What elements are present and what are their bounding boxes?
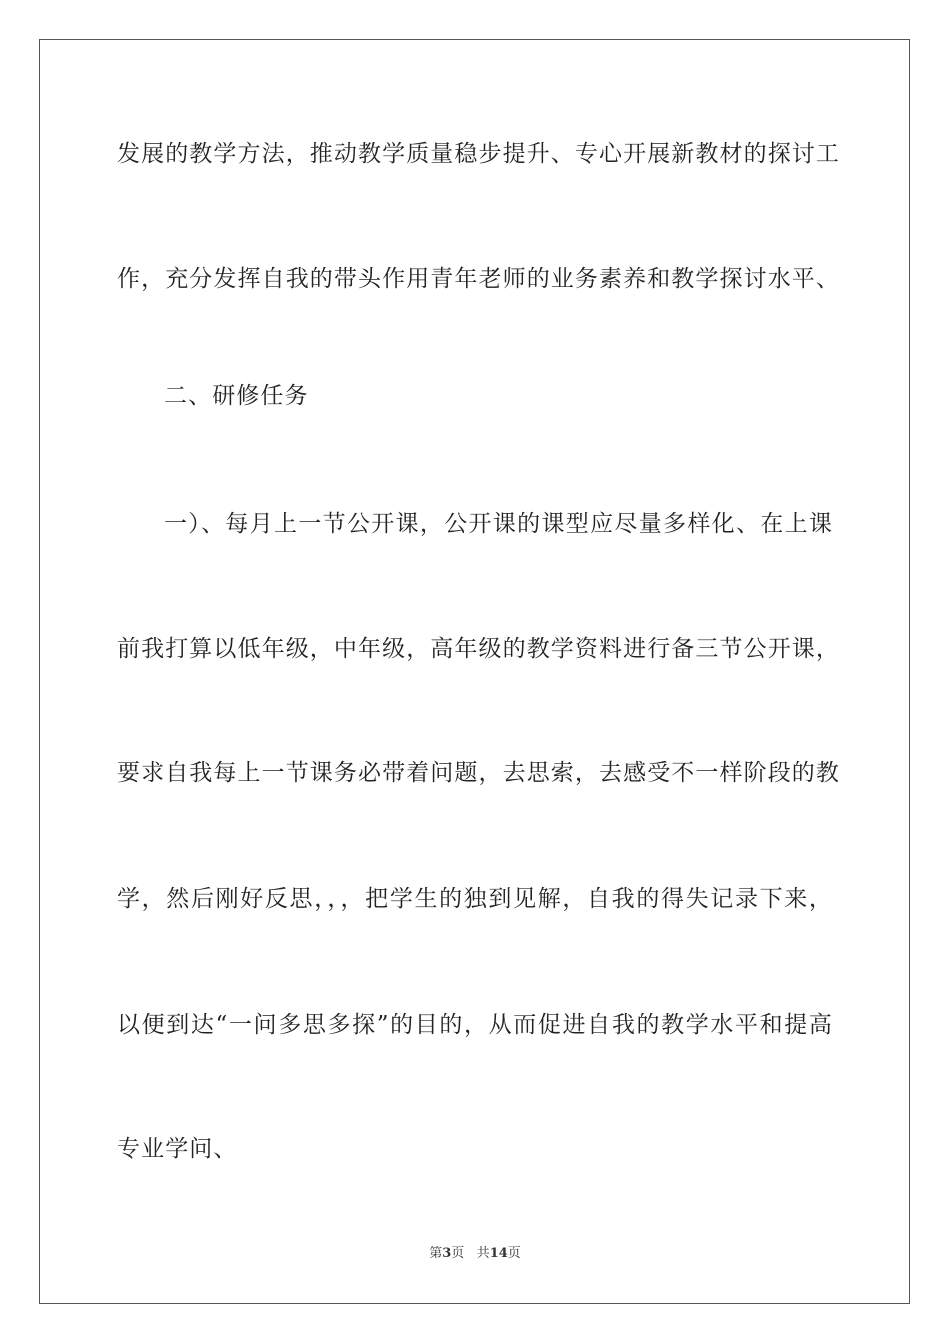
paragraph-line: 一）、每月上一节公开课，公开课的课型应尽量多样化、在上课	[164, 511, 833, 537]
total-prefix: 共	[476, 1246, 490, 1261]
page-footer	[0, 1246, 950, 1262]
total-pages-number: 14	[489, 1246, 508, 1261]
paragraph-line: 作，充分发挥自我的带头作用青年老师的业务素养和教学探讨水平、	[117, 266, 840, 292]
paragraph-line: 发展的教学方法，推动教学质量稳步提升、专心开展新教材的探讨工	[117, 141, 840, 167]
page-prefix: 第	[429, 1246, 443, 1261]
section-heading: 二、研修任务	[164, 383, 309, 409]
page-border	[39, 39, 910, 1304]
page-suffix: 页	[451, 1246, 465, 1261]
current-page-number: 3	[442, 1246, 452, 1261]
paragraph-line: 前我打算以低年级，中年级，高年级的教学资料进行备三节公开课，	[117, 636, 840, 662]
paragraph-line: 以便到达“一问多思多探”的目的，从而促进自我的教学水平和提高	[117, 1012, 833, 1038]
paragraph-line: 要求自我每上一节课务必带着问题，去思索，去感受不一样阶段的教	[117, 760, 840, 786]
paragraph-line: 学，然后刚好反思，，，把学生的独到见解，自我的得失记录下来，	[117, 886, 833, 912]
paragraph-line: 专业学问、	[117, 1136, 238, 1162]
total-suffix: 页	[507, 1246, 521, 1261]
